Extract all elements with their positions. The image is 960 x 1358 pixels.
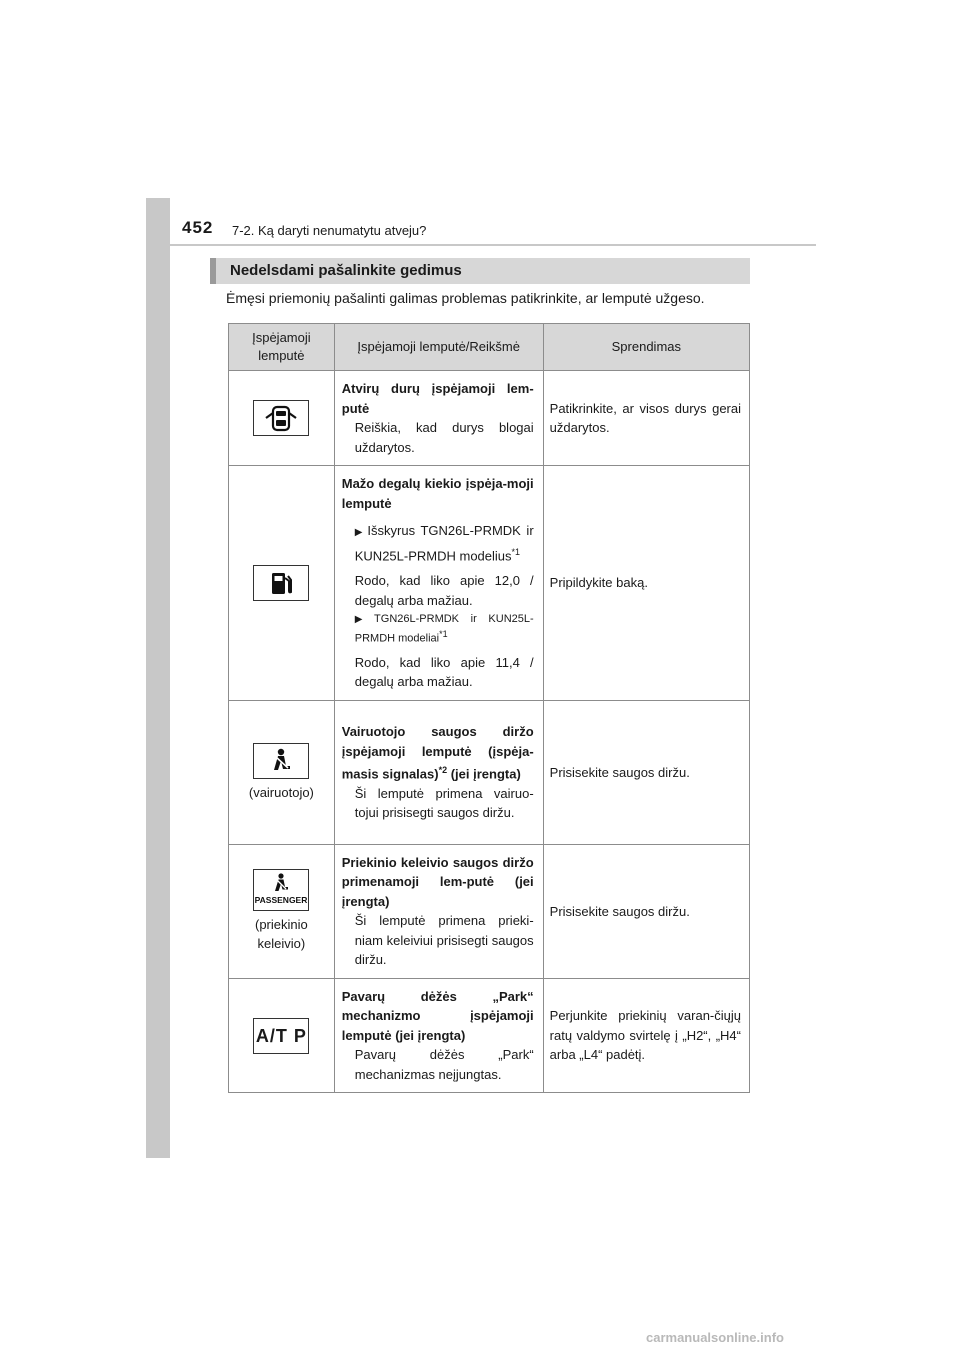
passenger-seatbelt-icon bbox=[253, 869, 309, 911]
header-rule bbox=[146, 244, 816, 246]
icon-caption: (priekinio keleivio) bbox=[255, 917, 308, 952]
chapter-title: 7-2. Ką daryti nenumatytu atveju? bbox=[232, 223, 427, 238]
section-title: Nedelsdami pašalinkite gedimus bbox=[210, 258, 750, 284]
light-title: Pavarų dėžės „Park“ mechanizmo įspėjamoji lemputė (jei įrengta) bbox=[341, 988, 534, 1043]
footer-watermark: carmanualsonline.info bbox=[646, 1330, 784, 1345]
icon-cell bbox=[229, 978, 335, 1093]
light-title bbox=[342, 722, 534, 784]
meaning-cell bbox=[334, 700, 543, 844]
header-solution: Sprendimas bbox=[543, 324, 749, 371]
model-condition bbox=[342, 612, 534, 647]
light-description: Ši lemputė primena vairuo-tojui prisisegti saugos diržu. bbox=[354, 785, 534, 821]
light-description: Rodo, kad liko apie 11,4 / degalų arba mažiau. bbox=[354, 654, 534, 690]
condition-text: Išskyrus TGN26L-PRMDK ir KUN25L-PRMDH modelius bbox=[354, 523, 534, 563]
meaning-cell bbox=[334, 978, 543, 1093]
icon-cell bbox=[229, 844, 335, 978]
solution-cell: Perjunkite priekinių varan-čiųjų ratų valdymo svirtelę į „H2“, „H4“ arba „L4“ padėtį. bbox=[543, 978, 749, 1093]
solution-cell: Prisisekite saugos diržu. bbox=[543, 700, 749, 844]
table-row bbox=[229, 466, 750, 701]
meaning-cell bbox=[334, 371, 543, 466]
title-text: Vairuotojo saugos diržo įspėjamoji lemputė (įspėja-masis signalas) bbox=[341, 724, 534, 782]
icon-cell bbox=[229, 700, 335, 844]
light-title: Mažo degalų kiekio įspėja-moji lemputė bbox=[341, 476, 534, 511]
model-condition bbox=[342, 521, 534, 565]
passenger-label: PASSENGER bbox=[255, 895, 308, 906]
title-tail: (jei įrengta) bbox=[447, 766, 521, 782]
table-row bbox=[229, 844, 750, 978]
icon-cell bbox=[229, 466, 335, 701]
spacer bbox=[342, 513, 534, 519]
table-row bbox=[229, 978, 750, 1093]
condition-text: TGN26L-PRMDK ir KUN25L-PRMDH modeliai bbox=[354, 613, 534, 645]
meaning-cell bbox=[334, 844, 543, 978]
light-description: Ši lemputė primena prieki-niam keleiviui prisisegti saugos diržu. bbox=[354, 913, 534, 968]
solution-cell: Prisisekite saugos diržu. bbox=[543, 844, 749, 978]
meaning-cell bbox=[334, 466, 543, 701]
arrow-icon: ▶ bbox=[354, 527, 365, 538]
solution-cell: Pripildykite baką. bbox=[543, 466, 749, 701]
light-description: Rodo, kad liko apie 12,0 / degalų arba mažiau. bbox=[354, 573, 534, 608]
footnote-mark: *1 bbox=[439, 629, 448, 640]
fuel-pump-icon bbox=[253, 565, 309, 601]
table-row bbox=[229, 371, 750, 466]
intro-text: Ėmęsi priemonių pašalinti galimas problemas patikrinkite, ar lemputė užgeso. bbox=[226, 290, 705, 306]
light-title: Atvirų durų įspėjamoji lem-putė bbox=[341, 381, 534, 416]
warning-lights-table bbox=[228, 323, 750, 1093]
door-open-warning-icon bbox=[253, 400, 309, 436]
light-title: Priekinio keleivio saugos diržo primenamoji lem-putė (jei įrengta) bbox=[341, 854, 534, 909]
icon-cell bbox=[229, 371, 335, 466]
page-number: 452 bbox=[182, 218, 214, 237]
solution-cell: Patikrinkite, ar visos durys gerai uždarytos. bbox=[543, 371, 749, 466]
light-description: Pavarų dėžės „Park“ mechanizmas neįjungtas. bbox=[354, 1047, 534, 1082]
header-warning-light: Įspėjamoji lemputė bbox=[229, 324, 335, 371]
header-meaning: Įspėjamoji lemputė/Reikšmė bbox=[334, 324, 543, 371]
footnote-mark: *2 bbox=[438, 765, 448, 776]
table-row bbox=[229, 700, 750, 844]
seatbelt-icon bbox=[253, 743, 309, 779]
light-description: Reiškia, kad durys blogai uždarytos. bbox=[354, 420, 534, 455]
footnote-mark: *1 bbox=[511, 546, 521, 557]
at-p-indicator bbox=[253, 1018, 309, 1054]
side-band bbox=[146, 198, 170, 1158]
table-header-row bbox=[229, 324, 750, 371]
icon-caption: (vairuotojo) bbox=[248, 784, 314, 800]
arrow-icon: ▶ bbox=[354, 614, 372, 626]
at-p-label: A/T P bbox=[255, 1025, 307, 1046]
